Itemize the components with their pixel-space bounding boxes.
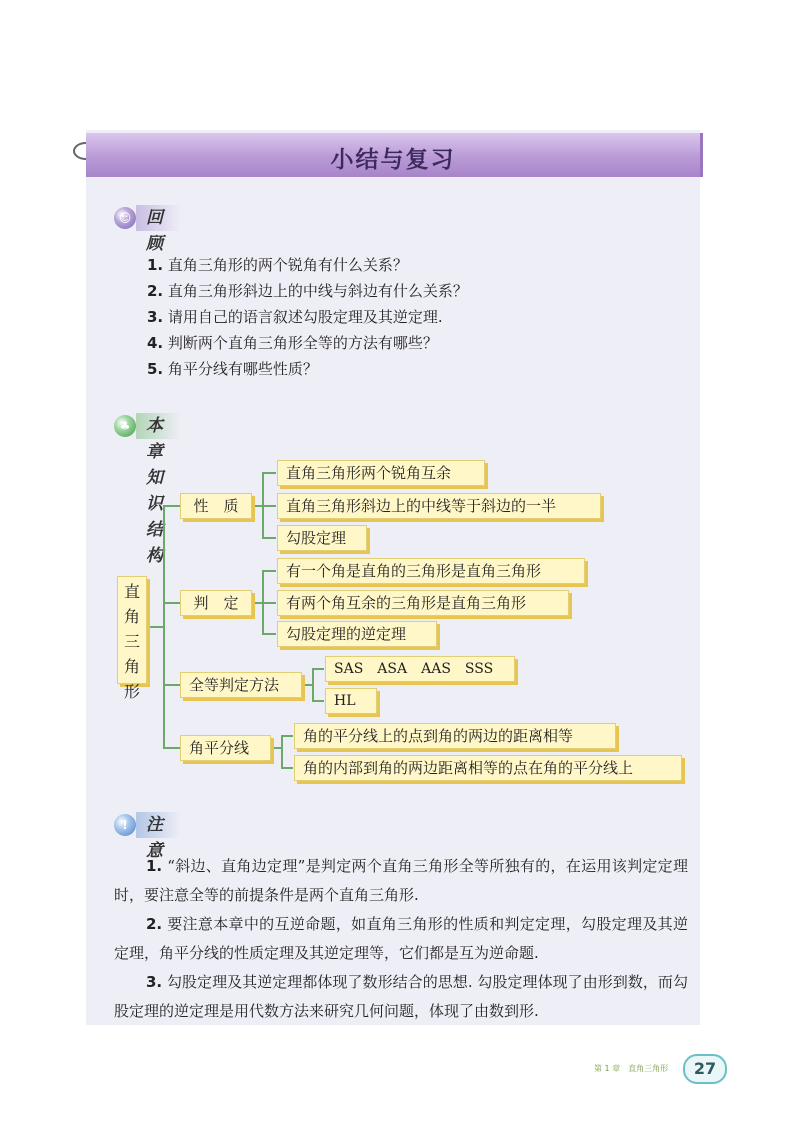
connector-line: [146, 626, 164, 628]
branch-node: 判 定: [180, 590, 252, 616]
review-question: 2. 直角三角形斜边上的中线与斜边有什么关系？: [147, 282, 468, 300]
connector-line: [312, 668, 314, 701]
leaf-node: 勾股定理的逆定理: [277, 621, 437, 647]
connector-line: [312, 700, 324, 702]
connector-line: [262, 537, 276, 539]
title-bar: [86, 133, 703, 177]
connector-line: [281, 735, 283, 768]
person-icon: ☺: [114, 207, 136, 229]
note-item: 3. 勾股定理及其逆定理都体现了数形结合的思想. 勾股定理体现了由形到数，而勾股定理的逆定理是用代数方法来研究几何问题，体现了由数到形.: [114, 973, 688, 1020]
leaf-node: 直角三角形两个锐角互余: [277, 460, 485, 486]
connector-line: [262, 505, 276, 507]
leaf-node: 直角三角形斜边上的中线等于斜边的一半: [277, 493, 601, 519]
info-icon: !: [114, 814, 136, 836]
leaf-node: 勾股定理: [277, 525, 367, 551]
leaf-node: 角的内部到角的两边距离相等的点在角的平分线上: [294, 755, 682, 781]
branch-node: 角平分线: [180, 735, 271, 761]
branch-node: 性 质: [180, 493, 252, 519]
page-title: 小结与复习: [330, 147, 456, 173]
tree-icon: ♣: [114, 415, 136, 437]
review-question: 3. 请用自己的语言叙述勾股定理及其逆定理.: [147, 308, 443, 326]
notes-body: [114, 852, 688, 1026]
page-number: 27: [683, 1054, 727, 1084]
review-question-list: [147, 252, 468, 382]
leaf-node: SAS ASA AAS SSS: [325, 656, 515, 682]
leaf-node: HL: [325, 688, 377, 714]
review-question: 1. 直角三角形的两个锐角有什么关系？: [147, 256, 408, 274]
connector-line: [163, 505, 181, 507]
note-item: 1. “斜边、直角边定理”是判定两个直角三角形全等所独有的，在运用该判定定理时，要注意全等的前提条件是两个直角三角形.: [114, 857, 688, 904]
connector-line: [163, 505, 165, 748]
connector-line: [262, 633, 276, 635]
leaf-node: 有两个角互余的三角形是直角三角形: [277, 590, 569, 616]
connector-line: [262, 570, 276, 572]
connector-line: [281, 767, 293, 769]
review-question: 4. 判断两个直角三角形全等的方法有哪些？: [147, 334, 438, 352]
structure-heading-label: 本章知识结构: [136, 413, 181, 439]
review-heading-label: 回顾: [136, 205, 181, 231]
connector-line: [163, 747, 181, 749]
branch-node: 全等判定方法: [180, 672, 302, 698]
connector-line: [163, 602, 181, 604]
connector-line: [312, 668, 324, 670]
note-item: 2. 要注意本章中的互逆命题，如直角三角形的性质和判定定理，勾股定理及其逆定理，角平分线的性质定理及其逆定理等，它们都是互为逆命题.: [114, 915, 688, 962]
connector-line: [163, 684, 181, 686]
chapter-label: 第 1 章 直角三角形: [594, 1064, 669, 1073]
connector-line: [281, 735, 293, 737]
notes-heading-label: 注意: [136, 812, 181, 838]
connector-line: [262, 472, 276, 474]
leaf-node: 有一个角是直角的三角形是直角三角形: [277, 558, 585, 584]
leaf-node: 角的平分线上的点到角的两边的距离相等: [294, 723, 616, 749]
connector-line: [262, 602, 276, 604]
review-question: 5. 角平分线有哪些性质？: [147, 360, 318, 378]
root-node: 直 角 三 角 形: [117, 576, 147, 684]
